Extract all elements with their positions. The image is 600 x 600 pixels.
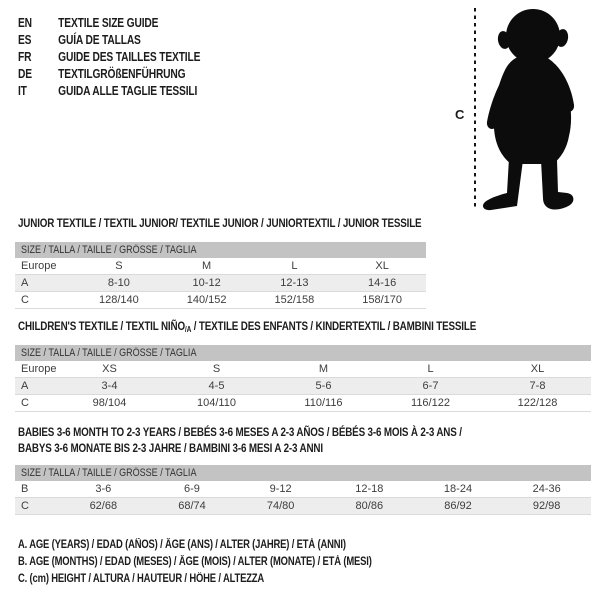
size-cell: 12-18 [355,483,384,495]
junior-table-title: JUNIOR TEXTILE / TEXTIL JUNIOR/ TEXTILE JUNIOR / JUNIORTEXTIL / JUNIOR TESSILE [18,216,422,230]
title-line: BABYS 3-6 MONATE BIS 2-3 JAHRE / BAMBINI 3-6 MESI A 2-3 ANNI [18,441,323,455]
row-label: Europe [21,260,57,272]
table-row [15,258,426,275]
row-label: A [21,380,29,392]
size-cell: 9-12 [269,483,292,495]
size-cell: 74/80 [266,500,295,512]
title-text: CHILDREN'S TEXTILE / TEXTIL NIÑO [18,319,185,333]
size-cell: 6-7 [422,380,439,392]
language-code: FR [18,50,32,64]
size-cell: 5-6 [315,380,332,392]
title-line: BABIES 3-6 MONTH TO 2-3 YEARS / BEBÉS 3-6 MESES A 2-3 AÑOS / BÉBÉS 3-6 MOIS À 2-3 ANS / [18,425,462,439]
table-row [15,395,591,412]
language-code: EN [18,16,32,30]
language-title: TEXTILGRÖßENFÜHRUNG [58,67,186,81]
size-cell: 128/140 [98,294,139,306]
legend-line-b: B. AGE (MONTHS) / EDAD (MESES) / ÂGE (MOIS) / ALTER (MONATE) / ETÀ (MESI) [18,556,372,568]
table-row [15,275,426,292]
language-row-fr [18,49,200,66]
size-band [15,345,591,361]
measurement-legend [18,537,449,588]
junior-size-table [15,242,426,309]
row-label: B [21,483,29,495]
size-cell: 158/170 [362,294,402,306]
size-cell: XL [375,260,389,272]
language-row-en [18,15,200,32]
children-table-title [18,318,476,338]
babies-table-title [18,424,559,456]
table-row [15,292,426,309]
size-cell: 104/110 [197,397,236,409]
size-cell: 24-36 [532,483,561,495]
babies-size-table [15,465,591,515]
table-row [15,378,591,395]
size-band [15,465,591,481]
size-cell: 116/122 [411,397,450,409]
size-cell: 6-9 [184,483,200,495]
language-header [18,15,240,100]
size-cell: 110/116 [304,397,343,409]
size-cell: 140/152 [186,294,227,306]
size-cell: S [115,260,123,272]
size-cell: 3-4 [101,380,118,392]
size-cell: 18-24 [443,483,473,495]
size-cell: 86/92 [444,500,472,512]
language-code: DE [18,67,32,81]
size-band [15,242,426,258]
size-cell: 68/74 [178,500,206,512]
language-title: GUIDE DES TAILLES TEXTILE [58,50,201,64]
language-row-es [18,32,200,49]
table-row [15,361,591,378]
row-label: Europe [21,363,56,375]
language-title: GUIDA ALLE TAGLIE TESSILI [58,84,198,98]
size-cell: 7-8 [529,380,546,392]
legend-line-a: A. AGE (YEARS) / EDAD (AÑOS) / ÂGE (ANS) / ALTER (JAHRE) / ETÀ (ANNI) [18,539,346,551]
language-title: TEXTILE SIZE GUIDE [58,16,159,30]
size-cell: 14-16 [368,277,397,289]
size-cell: 8-10 [107,277,130,289]
size-cell: M [202,260,212,272]
size-cell: L [291,260,298,272]
size-cell: 122/128 [517,397,558,409]
language-code: IT [18,84,27,98]
table-row [15,498,591,515]
size-band-label: SIZE / TALLA / TAILLE / GRÖSSE / TAGLIA [21,347,197,359]
size-band-label: SIZE / TALLA / TAILLE / GRÖSSE / TAGLIA [21,244,197,256]
size-band-label: SIZE / TALLA / TAILLE / GRÖSSE / TAGLIA [21,467,197,479]
size-cell: 152/158 [274,294,315,306]
size-cell: XL [530,363,545,375]
toddler-silhouette-icon [481,8,577,213]
row-label: C [21,397,29,409]
size-cell: L [427,363,434,375]
height-measure-line [474,8,476,208]
size-cell: 4-5 [208,380,225,392]
size-cell: 98/104 [92,397,127,409]
language-row-it [18,83,200,100]
size-cell: 62/68 [89,500,118,512]
row-label: C [21,294,29,306]
size-cell: 80/86 [355,500,384,512]
title-text: / TEXTILE DES ENFANTS / KINDERTEXTIL / BAMBINI TESSILE [191,319,477,333]
title-subscript: /A [184,325,192,334]
language-row-de [18,66,200,83]
height-label: C [455,107,465,122]
children-size-table [15,345,591,412]
size-cell: 10-12 [192,277,221,289]
size-cell: 3-6 [95,483,112,495]
row-label: C [21,500,29,512]
size-cell: 92/98 [532,500,561,512]
size-cell: M [318,363,329,375]
language-title: GUÍA DE TALLAS [58,33,141,47]
size-cell: 12-13 [280,277,309,289]
language-code: ES [18,33,32,47]
table-row [15,481,591,498]
size-cell: S [212,363,221,375]
row-label: A [21,277,29,289]
size-cell: XS [102,363,117,375]
legend-line-c: C. (cm) HEIGHT / ALTURA / HAUTEUR / HÖHE / ALTEZZA [18,573,265,585]
